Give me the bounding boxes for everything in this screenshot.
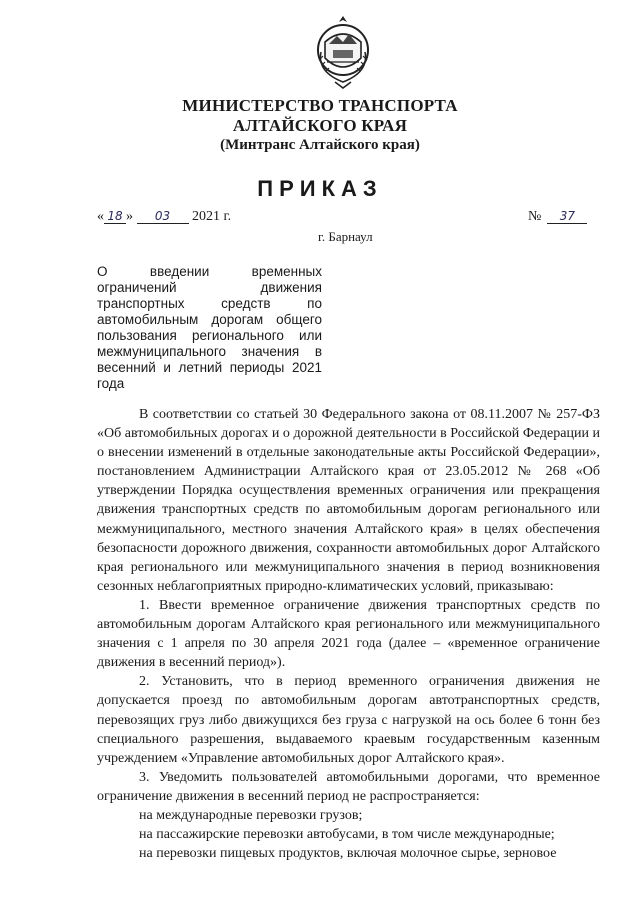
- ministry-name-line1: МИНИСТЕРСТВО ТРАНСПОРТА: [182, 96, 458, 115]
- ministry-short-name: (Минтранс Алтайского края): [220, 137, 420, 153]
- item-3-sub-2: на пассажирские перевозки автобусами, в том числе международные;: [139, 827, 555, 843]
- date-close-quote: »: [126, 209, 133, 224]
- document-date: [97, 209, 231, 225]
- date-open-quote: «: [97, 209, 104, 224]
- item-2: 2. Установить, что в период временного ограничения движения не допускается проезд по автомобильным дорогам автотранспортных средств, перевозящих груз либо движущихся без груза с нагрузкой на ось более 6 тонн без специального разрешения, выдаваемого краевым государственным казенным учреждением «Управление автомобильных дорог Алтайского края».: [97, 674, 600, 766]
- intro-paragraph: В соответствии со статьей 30 Федерального закона от 08.11.2007 № 257-ФЗ «Об автомобильных дорогах и о дорожной деятельности в Российской Федерации и о внесении изменений в отдельные законодательные акты Российской Федерации», постановлением Администрации Алтайского края от 23.05.2012 № 268 «Об утверждении Порядка осуществления временных ограничения или прекращения движения транспортных средств по автомобильным дорогам регионального или межмуниципального, местного значения Алтайского края» в целях обеспечения безопасности дорожного движения, сохранности автомобильных дорог Алтайского края регионального или межмуниципального значения в период возникновения сезонных неблагоприятных природно-климатических условий, приказываю:: [97, 407, 600, 594]
- ministry-name-line2: АЛТАЙСКОГО КРАЯ: [232, 116, 408, 135]
- document-subject: О введении временных ограничений движения транспортных средств по автомобильным дорогам общего пользования регионального или межмуниципального значения в весенний и летний периоды 2021 года: [97, 264, 322, 391]
- document-type: ПРИКАЗ: [257, 176, 383, 201]
- item-3-sub-1: на международные перевозки грузов;: [139, 807, 363, 823]
- item-1: 1. Ввести временное ограничение движения транспортных средств по автомобильным дорогам Алтайского края регионального или межмуниципального значения с 1 апреля по 30 апреля 2021 года (далее – «временное ограничение движения в весенний период»).: [97, 597, 600, 671]
- item-3-sub-3: на перевозки пищевых продуктов, включая молочное сырье, зерновое: [139, 846, 557, 862]
- date-month: 03: [137, 209, 189, 224]
- number-value: 37: [547, 209, 587, 224]
- ministry-name: [0, 96, 640, 136]
- item-3: 3. Уведомить пользователей автомобильными дорогами, что временное ограничение движения в весенний период не распространяется:: [97, 769, 600, 804]
- document-city: г. Барнаул: [318, 229, 373, 244]
- number-label: №: [528, 209, 542, 224]
- date-day: 18: [104, 209, 126, 224]
- document-body: [97, 405, 600, 863]
- document-number: [528, 209, 587, 225]
- date-year: 2021 г.: [192, 209, 232, 224]
- coat-of-arms-icon: [313, 12, 373, 92]
